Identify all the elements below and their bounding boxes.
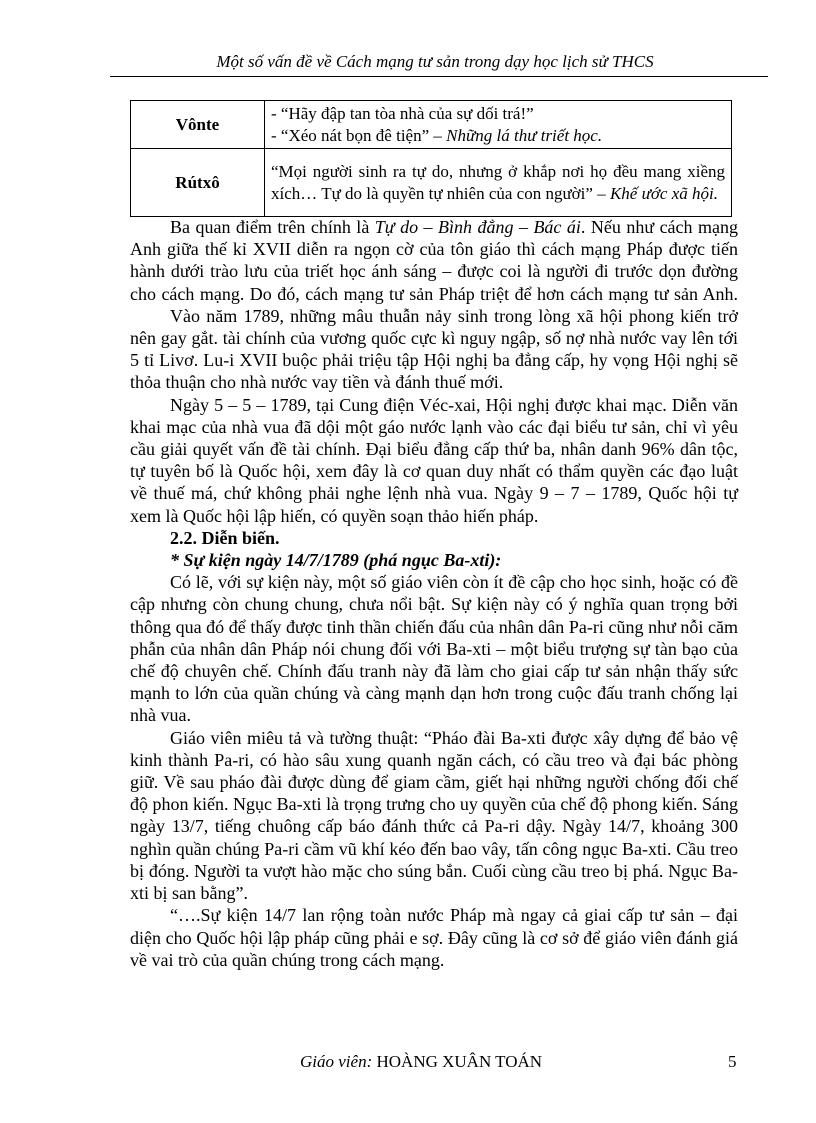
page-header: Một số vấn đề về Cách mạng tư sản trong dạy học lịch sử THCS [216, 52, 654, 71]
quote-source: Những lá thư triết học. [446, 125, 603, 145]
paragraph: “….Sự kiện 14/7 lan rộng toàn nước Pháp mà ngay cả giai cấp tư sản – đại diện cho Quốc hội lập pháp cũng phải e sợ. Đây cũng là cơ sở để giáo viên đánh giá về vai trò của quần chúng trong cách mạng. [130, 905, 738, 970]
table-row [131, 101, 732, 149]
paragraph: Giáo viên miêu tả và tường thuật: “Pháo đài Ba-xti được xây dựng để bảo vệ kinh thành Pa-ri, có hào sâu xung quanh ngăn cách, có cầu treo và đại bác phòng giữ. Về sau pháo đài được dùng để giam cầm, giết hại những người chống đối chế độ phon kiến. Ngục Ba-xti là trọng trưng cho uy quyền của chế độ phong kiến. Sáng ngày 13/7, tiếng chuông cấp báo đánh thức cả Pa-ri dậy. Ngày 14/7, khoảng 300 nghìn quần chúng Pa-ri cầm vũ khí kéo đến bao vây, tấn công ngục Ba-xti. Cầu treo bị đóng. Người ta vượt hào mặc cho súng bắn. Cuối cùng cầu treo bị phá. Ngục Ba-xti bị san bằng”. [130, 727, 738, 904]
author-name: Rútxô [131, 149, 265, 217]
page-footer [300, 1052, 542, 1072]
paragraph-emphasis: Tự do – Bình đẳng – Bác ái [374, 217, 581, 237]
quote-cell [265, 149, 732, 217]
paragraph-text: . Nếu như cách mạng Anh giữa thế kỉ XVII diễn ra ngọn cờ của tôn giáo thì cách mạng Pháp được tiến hành dưới trào lưu của triết học ánh sáng – được coi là người đi trước dọn đường cho cách mạng. Do đó, cách mạng tư sản Pháp triệt để hơn cách mạng tư sản Anh. [130, 217, 738, 304]
footer-label: Giáo viên: [300, 1052, 373, 1071]
quote-cell [265, 101, 732, 149]
body-text [130, 216, 738, 971]
table-row [131, 149, 732, 217]
paragraph [130, 216, 738, 305]
quote-line: - “Hãy đập tan tòa nhà của sự dối trá!” [271, 103, 534, 123]
paragraph: Ngày 5 – 5 – 1789, tại Cung điện Véc-xai, Hội nghị được khai mạc. Diễn văn khai mạc của nhà vua đã dội một gáo nước lạnh vào các đại biểu tư sản, chỉ vì yêu cầu giải quyết vấn đề tài chính. Đại biểu đẳng cấp thứ ba, nhân danh 96% dân tộc, tự tuyên bố là Quốc hội, xem đây là cơ quan duy nhất có thẩm quyền các đạo luật về thuế má, chứ không phải nghe lệnh nhà vua. Ngày 9 – 7 – 1789, Quốc hội tự xem là Quốc hội lập hiến, có quyền soạn thảo hiến pháp. [130, 394, 738, 526]
footer-author: HOÀNG XUÂN TOÁN [372, 1052, 543, 1071]
subsection-heading: * Sự kiện ngày 14/7/1789 (phá ngục Ba-xti): [170, 550, 502, 571]
paragraph: Có lẽ, với sự kiện này, một số giáo viên còn ít đề cập cho học sinh, hoặc có đề cập nhưng còn chung chung, chưa nổi bật. Sự kiện này có ý nghĩa quan trọng bởi thông qua đó để thấy được tinh thần chiến đấu của nhân dân Pa-ri cũng như nỗi căm phẫn của nhân dân Pháp nói chung đối với Ba-xti – một biểu trượng sự tàn bạo của chế độ chuyên chế. Chính đấu tranh này đã làm cho giai cấp tư sản nhận thấy sức mạnh to lớn của quần chúng và càng mạnh dạn hơn trong cuộc đấu tranh chống lại nhà vua. [130, 572, 738, 726]
paragraph-text: Ba quan điểm trên chính là [170, 217, 375, 237]
author-name: Vônte [131, 101, 265, 149]
quote-line [271, 125, 725, 147]
section-heading: 2.2. Diễn biến. [170, 527, 280, 548]
quote-text: “Mọi người sinh ra tự do, nhưng ở khắp nơi họ đều mang xiềng xích… Tự do là quyền tự nhiên của con người” – [271, 161, 725, 203]
page-number: 5 [728, 1052, 737, 1071]
header-rule [110, 76, 768, 77]
quote-text: - “Xéo nát bọn đê tiện” – [271, 125, 447, 145]
quote-source: Khế ước xã hội. [609, 183, 718, 203]
paragraph: Vào năm 1789, những mâu thuẫn nảy sinh trong lòng xã hội phong kiến trở nên gay gắt. tài chính của vương quốc cực kì nguy ngập, số nợ nhà nước vay lên tới 5 tỉ Livơ. Lu-i XVII buộc phải triệu tập Hội nghị ba đẳng cấp, hy vọng Hội nghị sẽ thỏa thuận cho nhà nước vay tiền và đánh thuế mới. [130, 305, 738, 393]
quotes-table [130, 100, 732, 217]
